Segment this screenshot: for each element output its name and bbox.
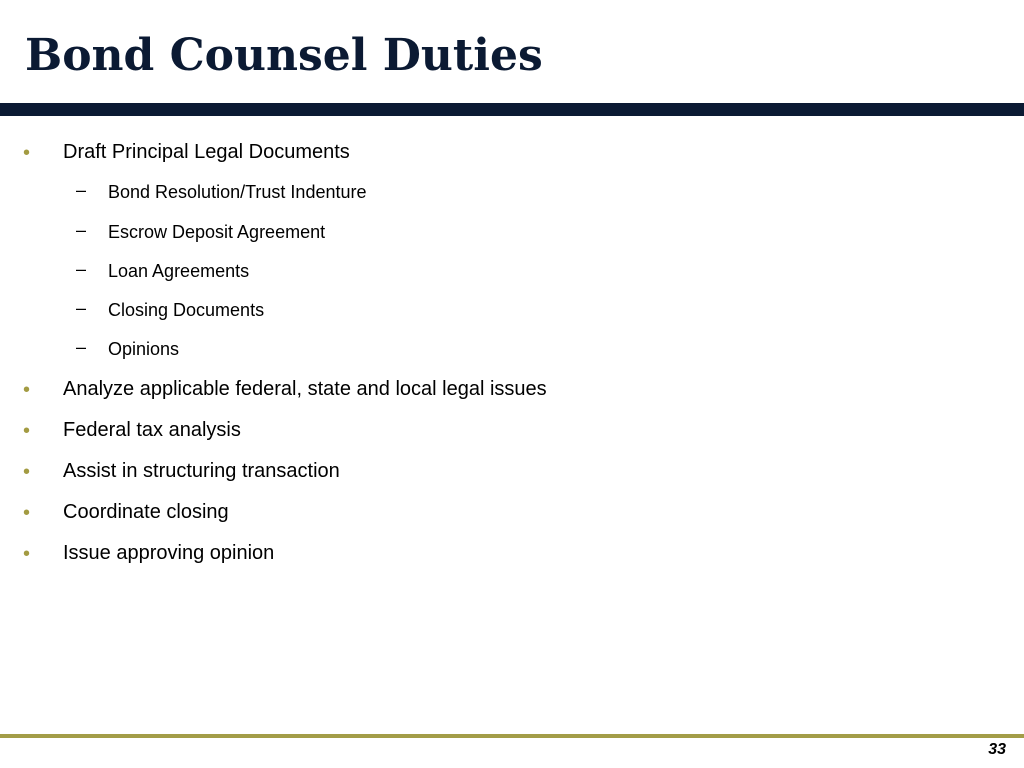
- dash-marker: –: [76, 337, 87, 357]
- bullet-item: Coordinate closing: [63, 501, 229, 523]
- sub-bullet-item: Closing Documents: [108, 300, 265, 320]
- dash-marker: –: [76, 259, 87, 279]
- bullet-marker: •: [23, 543, 31, 565]
- bullet-item: Federal tax analysis: [63, 419, 241, 441]
- footer-divider: [0, 734, 1024, 738]
- bullet-marker: •: [23, 461, 31, 483]
- sub-bullet-item: Opinions: [108, 339, 180, 359]
- bullet-marker: •: [23, 142, 31, 164]
- bullet-item: Draft Principal Legal Documents: [63, 141, 350, 163]
- bullet-item: Issue approving opinion: [63, 542, 275, 564]
- bullet-marker: •: [23, 502, 31, 524]
- sub-bullet-item: Bond Resolution/Trust Indenture: [108, 182, 367, 202]
- bullet-item: Assist in structuring transaction: [63, 460, 340, 482]
- bullet-marker: •: [23, 420, 31, 442]
- sub-bullet-item: Escrow Deposit Agreement: [108, 222, 326, 242]
- dash-marker: –: [76, 180, 87, 200]
- bullet-marker: •: [23, 379, 31, 401]
- sub-bullet-item: Loan Agreements: [108, 261, 250, 281]
- title-divider: [0, 103, 1024, 116]
- dash-marker: –: [76, 298, 87, 318]
- slide-title: Bond Counsel Duties: [25, 30, 543, 81]
- dash-marker: –: [76, 220, 87, 240]
- bullet-item: Analyze applicable federal, state and local legal issues: [63, 378, 547, 400]
- page-number: 33: [988, 741, 1006, 758]
